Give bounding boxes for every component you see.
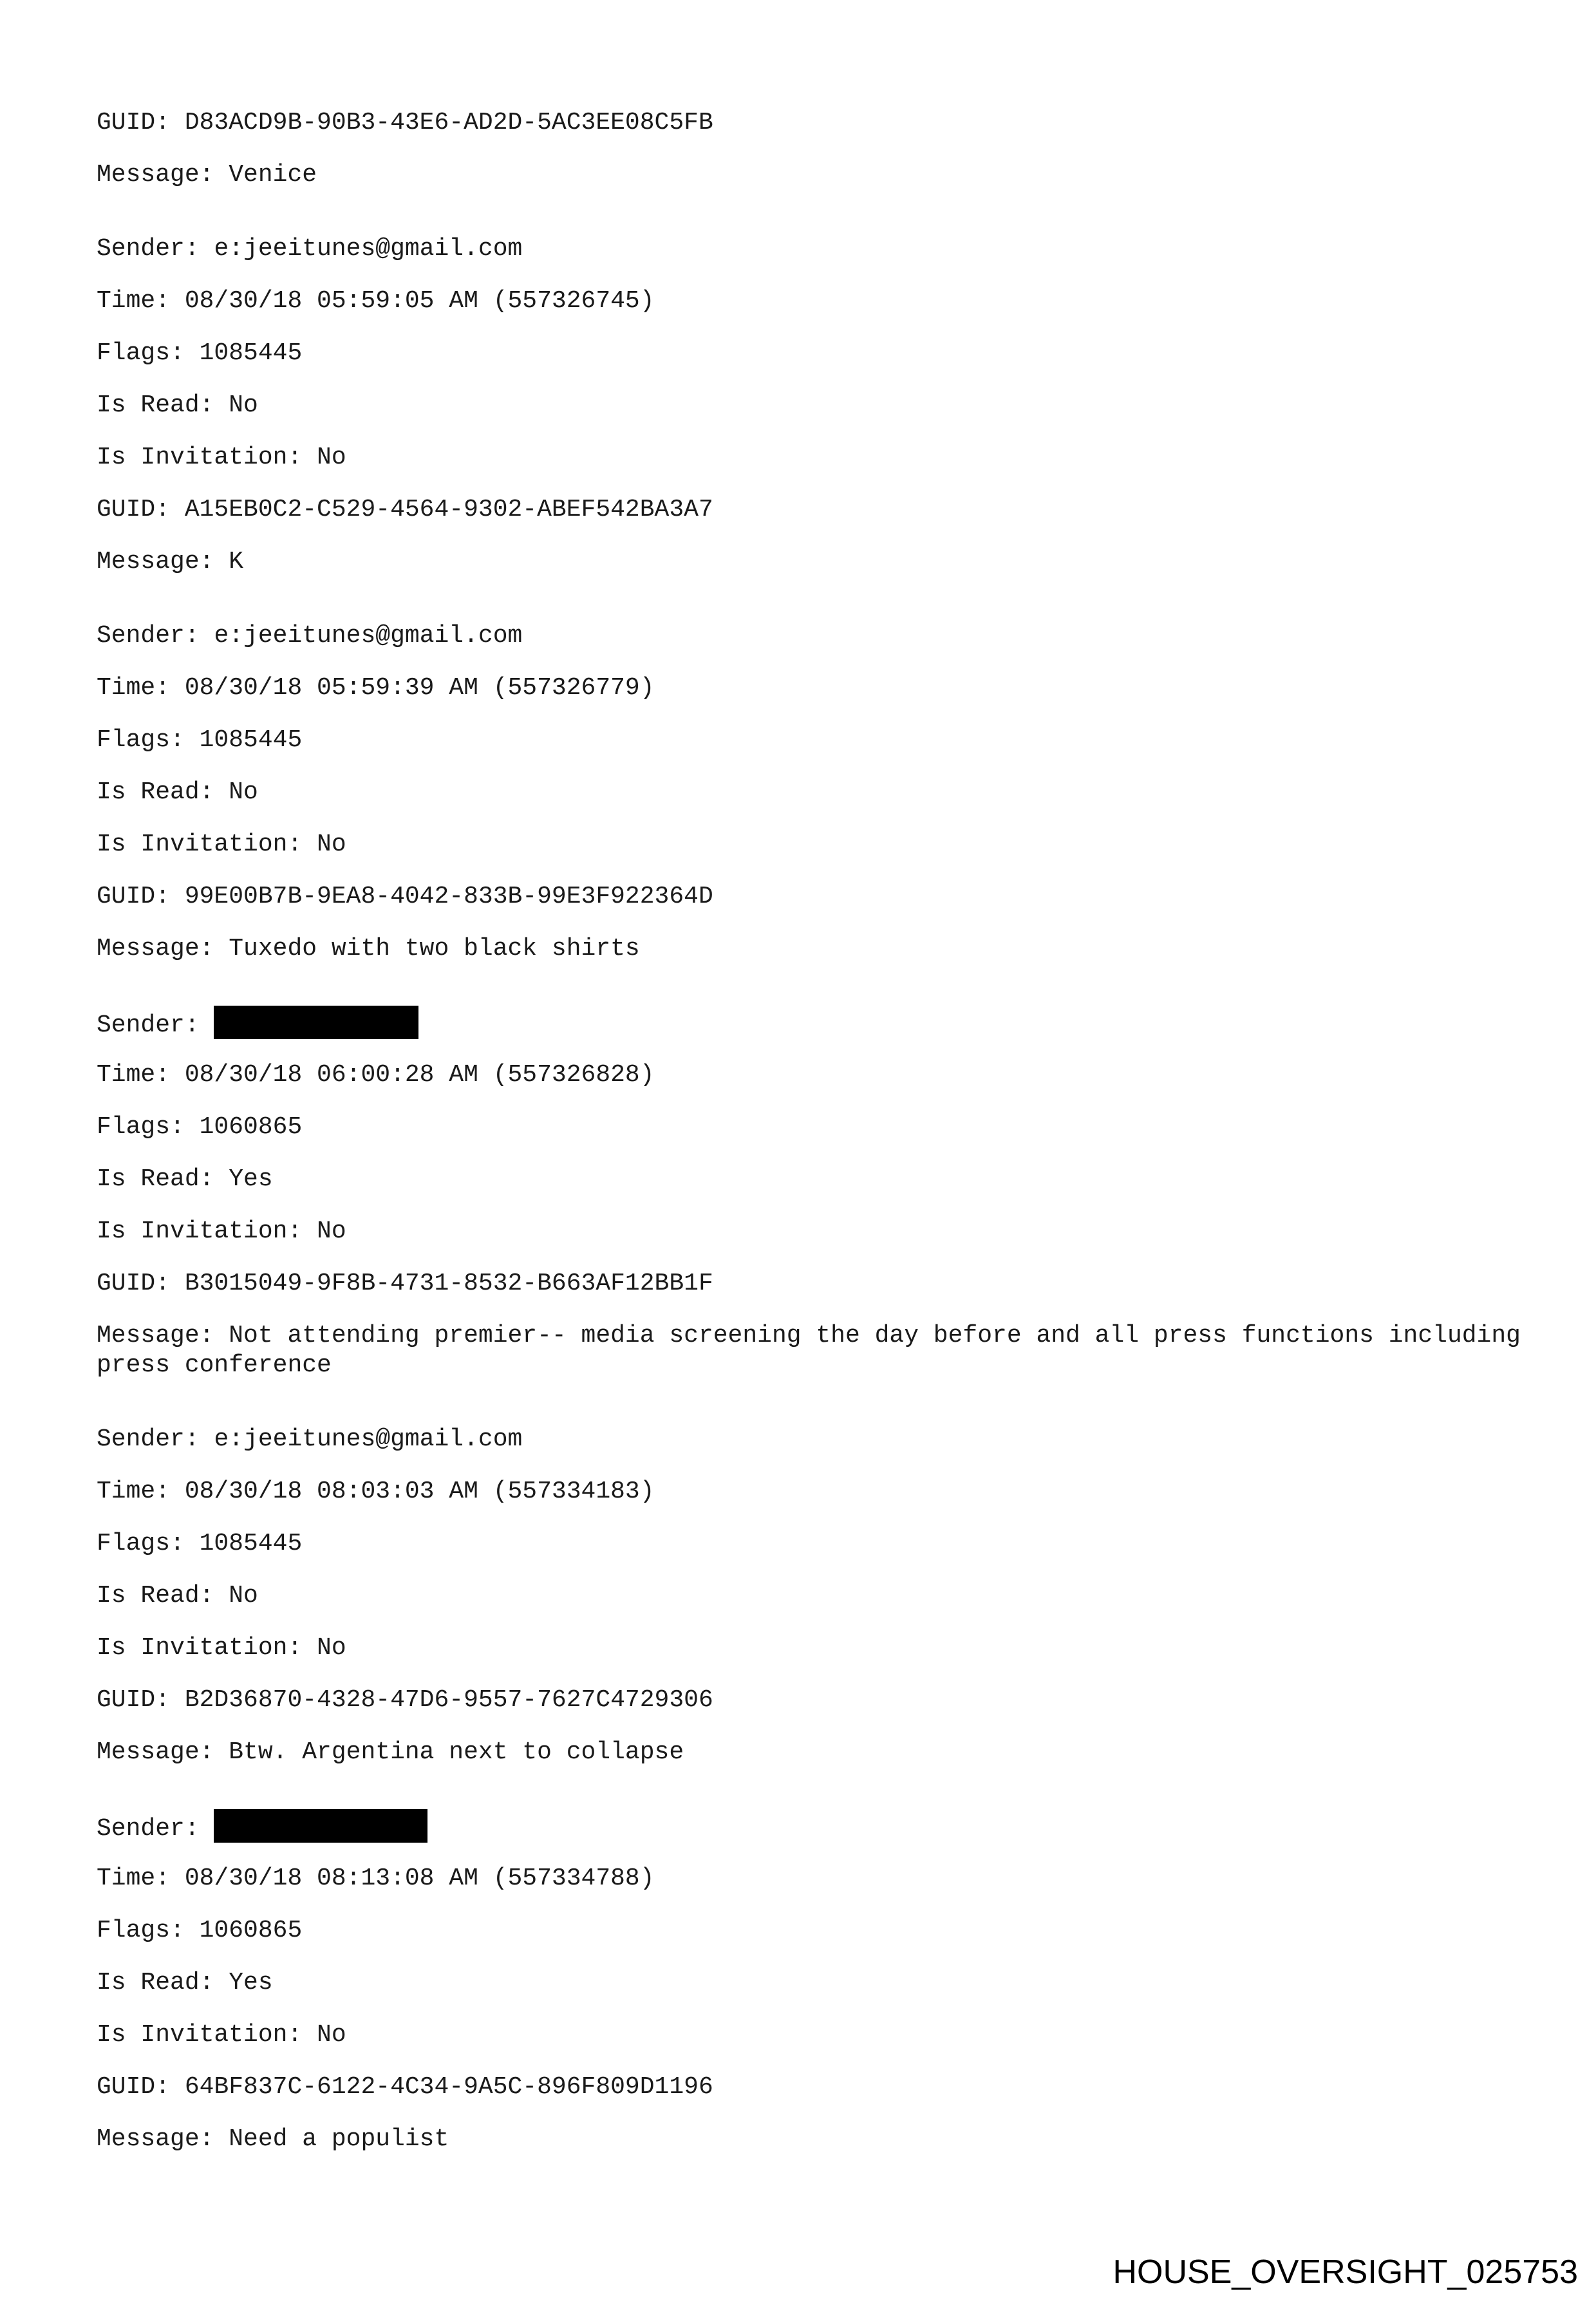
message-record [97,1008,1539,1380]
guid-line: GUID: B3015049-9F8B-4731-8532-B663AF12BB1F [97,1270,713,1297]
record-separator [97,212,1539,234]
sender-label: Sender: [97,1815,214,1843]
sender-line [97,1812,1539,1841]
flags-line: Flags: 1085445 [97,339,303,367]
is-invitation-line: Is Invitation: No [97,444,346,471]
redaction-box [214,1809,427,1843]
message-log-page [97,108,1539,2177]
message-line: Message: Tuxedo with two black shirts [97,935,640,963]
flags-line: Flags: 1060865 [97,1917,303,1944]
guid-line: GUID: A15EB0C2-C529-4564-9302-ABEF542BA3A7 [97,496,713,523]
flags-line: Flags: 1085445 [97,726,303,754]
message-line: Message: Btw. Argentina next to collapse [97,1738,684,1766]
is-read-line: Is Read: Yes [97,1165,273,1193]
redaction-box [214,1006,418,1039]
sender-line [97,621,1539,651]
is-read-line: Is Read: Yes [97,1969,273,1997]
sender-line [97,1425,1539,1454]
message-line: Message: K [97,548,244,576]
is-invitation-line: Is Invitation: No [97,831,346,858]
flags-line: Flags: 1085445 [97,1530,303,1557]
message-line: Message: Need a populist [97,2125,449,2153]
record-separator [97,986,1539,1008]
message-record [97,234,1539,577]
sender-value: e:jeeitunes@gmail.com [214,622,523,650]
record-separator [97,1790,1539,1812]
time-line: Time: 08/30/18 08:03:03 AM (557334183) [97,1478,655,1505]
record-separator [97,599,1539,621]
message-record [97,1425,1539,1767]
is-read-line: Is Read: No [97,391,258,419]
is-invitation-line: Is Invitation: No [97,2021,346,2049]
sender-label: Sender: [97,1011,214,1040]
sender-line [97,234,1539,264]
message-line: Message: Not attending premier-- media screening the day before and all press functions including press conference [97,1322,1521,1379]
flags-line: Flags: 1060865 [97,1113,303,1141]
sender-value: e:jeeitunes@gmail.com [214,235,523,263]
time-line: Time: 08/30/18 05:59:05 AM (557326745) [97,287,655,315]
time-line: Time: 08/30/18 06:00:28 AM (557326828) [97,1061,655,1089]
guid-line: GUID: B2D36870-4328-47D6-9557-7627C4729306 [97,1686,713,1714]
is-invitation-line: Is Invitation: No [97,1634,346,1662]
guid-line: GUID: 99E00B7B-9EA8-4042-833B-99E3F922364D [97,883,713,910]
is-read-line: Is Read: No [97,778,258,806]
time-line: Time: 08/30/18 08:13:08 AM (557334788) [97,1865,655,1892]
is-invitation-line: Is Invitation: No [97,1217,346,1245]
is-read-line: Is Read: No [97,1582,258,1610]
message-line: Message: Venice [97,161,317,189]
message-record [97,1812,1539,2154]
sender-value: e:jeeitunes@gmail.com [214,1425,523,1453]
guid-line: GUID: 64BF837C-6122-4C34-9A5C-896F809D1196 [97,2073,713,2101]
record-separator [97,1403,1539,1425]
sender-label: Sender: [97,1425,214,1453]
sender-label: Sender: [97,235,214,263]
bates-number: HOUSE_OVERSIGHT_025753 [1113,2253,1578,2291]
time-line: Time: 08/30/18 05:59:39 AM (557326779) [97,674,655,702]
sender-line [97,1008,1539,1038]
sender-label: Sender: [97,622,214,650]
message-record [97,621,1539,964]
guid-line: GUID: D83ACD9B-90B3-43E6-AD2D-5AC3EE08C5FB [97,109,713,136]
